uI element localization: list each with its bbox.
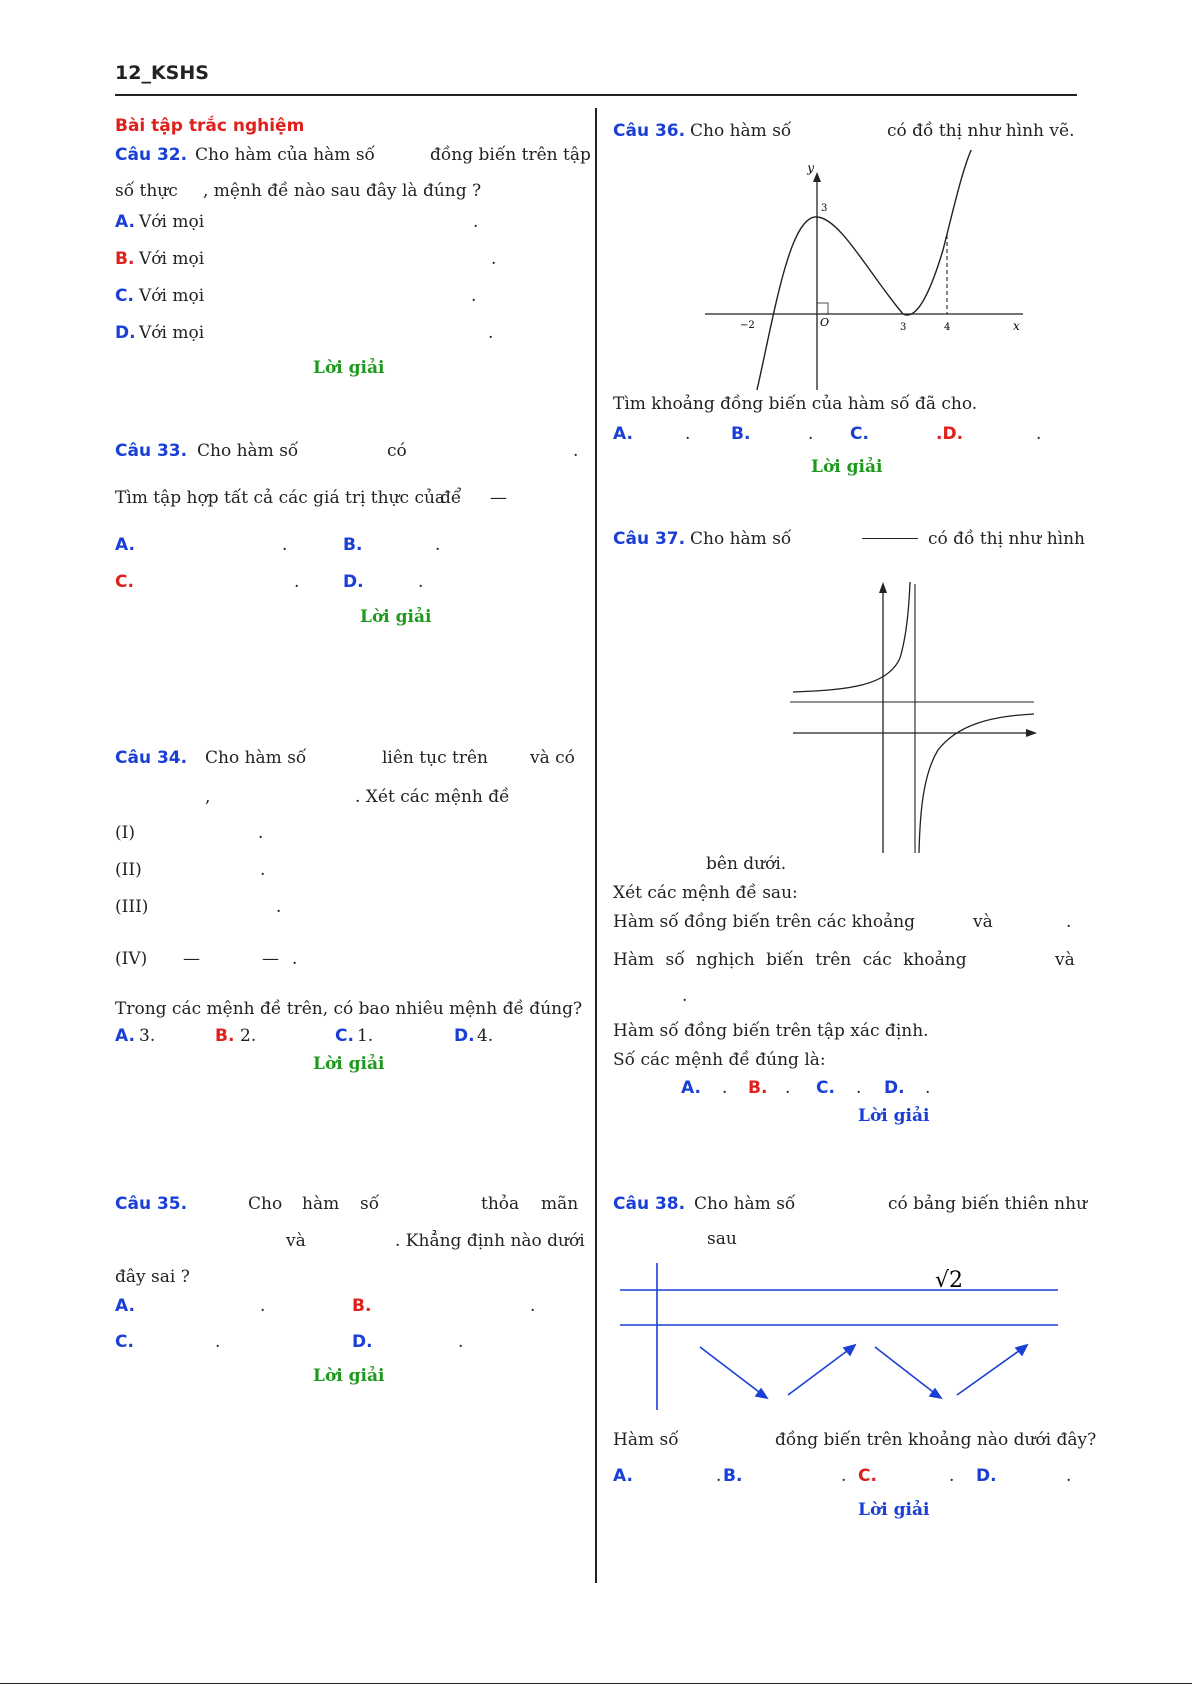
q37-option-a-end: . xyxy=(722,1078,728,1098)
q33-text-1: Cho hàm số xyxy=(197,441,299,461)
q35-text-2b: . Khẳng định nào dưới xyxy=(395,1231,585,1251)
q35-option-a-key: A. xyxy=(115,1296,135,1316)
graph-y-label: y xyxy=(807,161,814,175)
graph37-x-arrow xyxy=(1026,729,1037,737)
graph-right-angle xyxy=(817,303,828,314)
q33-option-a-end: . xyxy=(282,535,288,555)
q33-option-d-key: D. xyxy=(343,572,364,592)
arrow-up-2 xyxy=(957,1348,1023,1395)
q37-option-b-key: B. xyxy=(748,1078,768,1098)
q33-label: Câu 33. xyxy=(115,441,188,461)
q36-option-c-key: C. xyxy=(850,424,869,444)
q32-text-2: số thực xyxy=(115,181,178,201)
q37-statement-3: Hàm số đồng biến trên tập xác định. xyxy=(613,1021,929,1041)
q34-option-d-key: D. xyxy=(454,1026,475,1046)
q36-option-a-key: A. xyxy=(613,424,633,444)
q38-option-a-key: A. xyxy=(613,1466,633,1486)
q33-option-c-key: C. xyxy=(115,572,134,592)
q35-label: Câu 35. xyxy=(115,1194,188,1214)
q32-option-c-end: . xyxy=(471,286,477,306)
section-title: Bài tập trắc nghiệm xyxy=(115,116,305,136)
q36-question: Tìm khoảng đồng biến của hàm số đã cho. xyxy=(613,394,978,414)
column-divider xyxy=(595,108,597,1583)
q34-option-c-key: C. xyxy=(335,1026,354,1046)
q38-question: Hàm số xyxy=(613,1430,679,1450)
q32-solution-heading: Lời giải xyxy=(313,358,385,378)
q35-option-b-end: . xyxy=(530,1296,536,1316)
q34-statement-ii: (II) xyxy=(115,860,142,880)
q37-hyperbola-graph xyxy=(788,578,1040,853)
q38-text-1: Cho hàm số xyxy=(694,1194,796,1214)
q37-option-b-end: . xyxy=(785,1078,791,1098)
q33-text-2c: — xyxy=(490,488,507,508)
q37-solution-heading: Lời giải xyxy=(858,1106,930,1126)
q37-text-1: Cho hàm số xyxy=(690,529,792,549)
q38-option-d-key: D. xyxy=(976,1466,997,1486)
q34-statement-iv: (IV) xyxy=(115,949,148,969)
graph-tick-x4: 4 xyxy=(944,322,951,333)
graph-tick-xm2: −2 xyxy=(740,320,755,331)
q34-option-a-key: A. xyxy=(115,1026,135,1046)
q34-statement-iv-dash-2: — xyxy=(262,949,279,969)
q33-option-b-end: . xyxy=(435,535,441,555)
q32-text-2b: , mệnh đề nào sau đây là đúng ? xyxy=(203,181,482,201)
graph-tick-y3: 3 xyxy=(821,203,828,214)
q34-solution-heading: Lời giải xyxy=(313,1054,385,1074)
q37-statement-2: Hàm số nghịch biến trên các khoảng xyxy=(613,950,967,970)
q37-count-question: Số các mệnh đề đúng là: xyxy=(613,1050,826,1070)
page-header-title: 12_KSHS xyxy=(115,62,209,84)
graph37-left-branch xyxy=(793,582,910,692)
q32-text-1: Cho hàm của hàm số xyxy=(195,145,375,165)
q33-text-1c: . xyxy=(573,441,579,461)
graph-origin-label: O xyxy=(820,316,830,329)
q36-option-d-end: . xyxy=(1036,424,1042,444)
q37-fraction-bar xyxy=(862,538,918,539)
q35-word-4: thỏa xyxy=(481,1194,520,1214)
q34-statement-iii: (III) xyxy=(115,897,149,917)
q32-option-b-key: B. xyxy=(115,249,135,269)
q37-option-c-key: C. xyxy=(816,1078,835,1098)
q32-option-b-text: Với mọi xyxy=(139,249,205,269)
q35-text-3: đây sai ? xyxy=(115,1267,190,1287)
q37-statement-1b: và xyxy=(973,912,993,932)
q34-option-a-value: 3. xyxy=(139,1026,156,1046)
q34-label: Câu 34. xyxy=(115,748,188,768)
q34-question: Trong các mệnh đề trên, có bao nhiêu mệnh đề đúng? xyxy=(115,999,583,1019)
q33-text-1b: có xyxy=(387,441,407,461)
q34-option-c-value: 1. xyxy=(357,1026,374,1046)
q33-option-c-end: . xyxy=(294,572,300,592)
q38-option-b-key: B. xyxy=(723,1466,743,1486)
q38-text-1b: có bảng biến thiên như xyxy=(888,1194,1088,1214)
q38-variation-table xyxy=(615,1255,1065,1415)
q36-text-1: Cho hàm số xyxy=(690,121,792,141)
q32-option-c-key: C. xyxy=(115,286,134,306)
q36-function-graph xyxy=(700,150,1030,400)
q37-statement-2b: và xyxy=(1055,950,1075,970)
q35-option-d-end: . xyxy=(458,1332,464,1352)
q37-option-a-key: A. xyxy=(681,1078,701,1098)
table-arrows xyxy=(700,1345,1027,1398)
q38-text-2: sau xyxy=(707,1229,737,1249)
q35-word-3: số xyxy=(360,1194,380,1214)
q35-text-2a: và xyxy=(286,1231,306,1251)
table-sqrt2-value: √2 xyxy=(935,1268,964,1293)
q38-label: Câu 38. xyxy=(613,1194,686,1214)
q34-statement-iii-end: . xyxy=(276,897,282,917)
q35-option-d-key: D. xyxy=(352,1332,373,1352)
graph37-y-arrow xyxy=(879,582,887,593)
q35-option-c-end: . xyxy=(215,1332,221,1352)
q36-text-1b: có đồ thị như hình vẽ. xyxy=(887,121,1075,141)
q36-option-b-end: . xyxy=(808,424,814,444)
q38-option-d-end: . xyxy=(1066,1466,1072,1486)
graph-x-label: x xyxy=(1013,319,1020,333)
arrow-up-1-head xyxy=(844,1345,855,1355)
q33-text-2: Tìm tập hợp tất cả các giá trị thực của xyxy=(115,488,446,508)
q34-text-1: Cho hàm số xyxy=(205,748,307,768)
graph-curve xyxy=(757,150,972,390)
q32-option-a-end: . xyxy=(473,212,479,232)
q37-statement-2c: . xyxy=(682,986,688,1006)
q37-option-d-key: D. xyxy=(884,1078,905,1098)
q32-option-d-text: Với mọi xyxy=(139,323,205,343)
q35-option-b-key: B. xyxy=(352,1296,372,1316)
q34-option-d-value: 4. xyxy=(477,1026,494,1046)
q37-statement-1c: . xyxy=(1066,912,1072,932)
q32-text-1b: đồng biến trên tập xyxy=(430,145,591,165)
q32-option-d-key: D. xyxy=(115,323,136,343)
q38-solution-heading: Lời giải xyxy=(858,1500,930,1520)
q34-option-b-key: B. xyxy=(215,1026,235,1046)
graph37-right-branch xyxy=(919,714,1034,853)
q35-word-5: mãn xyxy=(541,1194,579,1214)
q34-statement-iv-end: . xyxy=(292,949,298,969)
q34-statement-i-end: . xyxy=(258,823,264,843)
q36-option-b-key: B. xyxy=(731,424,751,444)
footer-rule xyxy=(0,1683,1192,1684)
arrow-down-1 xyxy=(700,1347,763,1395)
q32-option-d-end: . xyxy=(488,323,494,343)
q33-text-2b: để xyxy=(440,488,462,508)
q37-statement-1: Hàm số đồng biến trên các khoảng xyxy=(613,912,916,932)
q34-option-b-value: 2. xyxy=(240,1026,257,1046)
arrow-down-2 xyxy=(875,1347,937,1395)
q32-label: Câu 32. xyxy=(115,145,188,165)
q33-option-d-end: . xyxy=(418,572,424,592)
q36-option-d-key: .D. xyxy=(936,424,964,444)
q32-option-a-key: A. xyxy=(115,212,135,232)
q38-option-c-key: C. xyxy=(858,1466,877,1486)
q38-question-b: đồng biến trên khoảng nào dưới đây? xyxy=(775,1430,1097,1450)
q35-option-a-end: . xyxy=(260,1296,266,1316)
q36-solution-heading: Lời giải xyxy=(811,457,883,477)
q34-statement-iv-dash-1: — xyxy=(183,949,200,969)
q37-consider: Xét các mệnh đề sau: xyxy=(613,883,798,903)
q37-option-c-end: . xyxy=(856,1078,862,1098)
q32-option-b-end: . xyxy=(491,249,497,269)
q35-word-2: hàm xyxy=(302,1194,340,1214)
arrow-up-1 xyxy=(788,1348,851,1395)
q33-option-b-key: B. xyxy=(343,535,363,555)
q35-solution-heading: Lời giải xyxy=(313,1366,385,1386)
q33-option-a-key: A. xyxy=(115,535,135,555)
q37-option-d-end: . xyxy=(925,1078,931,1098)
graph-y-arrow xyxy=(813,172,821,182)
q38-option-a-end: . xyxy=(716,1466,722,1486)
q38-option-c-end: . xyxy=(949,1466,955,1486)
q34-text-2b: . Xét các mệnh đề xyxy=(355,787,510,807)
q34-text-1b: liên tục trên xyxy=(382,748,488,768)
q36-label: Câu 36. xyxy=(613,121,686,141)
q34-text-1c: và có xyxy=(530,748,575,768)
arrow-up-2-head xyxy=(1016,1345,1027,1355)
q37-label: Câu 37. xyxy=(613,529,686,549)
q33-solution-heading: Lời giải xyxy=(360,607,432,627)
q37-caption: bên dưới. xyxy=(706,854,787,874)
q36-option-a-end: . xyxy=(685,424,691,444)
q34-text-2a: , xyxy=(205,787,211,807)
q35-option-c-key: C. xyxy=(115,1332,134,1352)
q32-option-c-text: Với mọi xyxy=(139,286,205,306)
q37-text-1b: có đồ thị như hình xyxy=(928,529,1086,549)
q32-option-a-text: Với mọi xyxy=(139,212,205,232)
graph-tick-x3: 3 xyxy=(900,322,907,333)
q34-statement-i: (I) xyxy=(115,823,135,843)
q34-statement-ii-end: . xyxy=(260,860,266,880)
q38-option-b-end: . xyxy=(841,1466,847,1486)
q35-word-1: Cho xyxy=(248,1194,283,1214)
header-rule xyxy=(115,94,1077,96)
